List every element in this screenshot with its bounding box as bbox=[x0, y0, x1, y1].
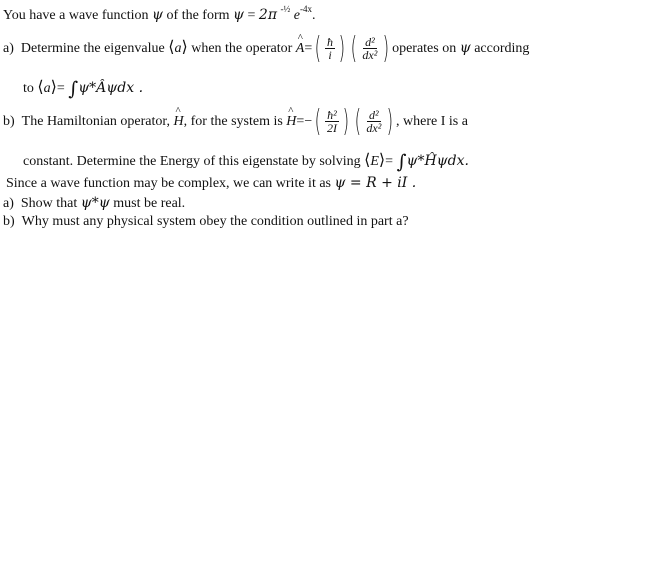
part-b-text3: , where I is a bbox=[396, 114, 468, 130]
operator-a: ^ A bbox=[296, 42, 305, 56]
psi-symbol: ψ bbox=[152, 7, 164, 23]
denominator: dx² bbox=[362, 48, 378, 62]
coefficient: 2π bbox=[258, 7, 278, 23]
paren: ) bbox=[338, 31, 346, 66]
part-b-text2: , for the system is bbox=[183, 114, 283, 130]
complex-text: Since a wave function may be complex, we can write it as bbox=[6, 176, 331, 191]
part-a-text: Determine the eigenvalue bbox=[20, 41, 165, 57]
numerator: ħ bbox=[326, 35, 333, 49]
angle-open: ⟨ bbox=[364, 150, 371, 169]
part-a-text2: when the operator bbox=[191, 41, 293, 57]
part-b-line2-text: constant. Determine the Energy of this eigenstate by solving bbox=[23, 154, 361, 169]
intro-line bbox=[3, 4, 316, 23]
paren: ( bbox=[354, 104, 361, 139]
denominator: i bbox=[328, 48, 332, 62]
numerator: d² bbox=[365, 35, 375, 49]
fraction-hbar-i bbox=[325, 36, 335, 62]
numerator: ħ² bbox=[327, 108, 337, 122]
sub-b-label: b) bbox=[3, 214, 15, 229]
operator-h: ^ H bbox=[174, 115, 184, 129]
intro-text-mid: of the form bbox=[166, 8, 230, 23]
paren: ( bbox=[350, 31, 357, 66]
part-a-label: a) bbox=[3, 41, 14, 57]
part-b-label: b) bbox=[3, 114, 15, 130]
paren: ) bbox=[382, 31, 390, 66]
angle-open: ⟨ bbox=[168, 37, 175, 57]
part-b-line1: b) The Hamiltonian operator, ^ H, for the system is ^ H=−( $\frac{\text{ħ²}}{2I}$ ) ( $\frac{\text{d²}}{\text{dx²}}$ ) , where I is a bbox=[3, 107, 468, 137]
complex-line bbox=[6, 176, 416, 191]
fraction-d2-dx2 bbox=[360, 36, 379, 62]
sub-a-line bbox=[3, 196, 185, 211]
part-a-line2: to ⟨a⟩= ∫ψ*Âψdx . bbox=[23, 77, 144, 100]
part-a-text3: operates on bbox=[392, 41, 457, 57]
complex-equation: ψ = R + iI . bbox=[334, 175, 417, 191]
eigenvalue-symbol: a bbox=[43, 81, 51, 96]
angle-close: ⟩ bbox=[181, 37, 188, 57]
denominator: dx² bbox=[366, 121, 382, 135]
part-a-line1: a) Determine the eigenvalue ⟨a⟩ when the operator ^ A=( $\frac{ħ}{i}$ ) ( $\frac{\text{d²}}{\text{dx²}}$ ) operates on ψ according bbox=[3, 34, 529, 64]
equals-sign: = bbox=[247, 8, 256, 23]
exponent-half: -½ bbox=[280, 4, 291, 14]
eigenvalue-symbol: a bbox=[174, 41, 182, 57]
angle-close: ⟩ bbox=[50, 77, 57, 96]
part-b-line2: constant. Determine the Energy of this eigenstate by solving ⟨E⟩= ∫ψ*Ĥψdx. bbox=[23, 150, 469, 173]
psi-symbol: ψ bbox=[233, 7, 244, 23]
operator-h: ^ H bbox=[286, 115, 296, 129]
paren: ( bbox=[314, 31, 322, 66]
paren: ) bbox=[386, 104, 394, 139]
period: . bbox=[311, 8, 316, 23]
fraction-d2-dx2 bbox=[364, 109, 383, 135]
integral-sign: ∫ bbox=[396, 151, 407, 173]
paren: ( bbox=[314, 104, 322, 139]
fraction-hbar2-2i bbox=[325, 109, 339, 135]
angle-open: ⟨ bbox=[37, 77, 44, 96]
energy-symbol: E bbox=[370, 154, 379, 169]
sub-a-label: a) bbox=[3, 196, 14, 211]
integrand-e: ψ*Ĥψdx. bbox=[406, 153, 469, 169]
sub-a-text2: must be real. bbox=[113, 196, 186, 211]
euler-e: e bbox=[293, 8, 300, 23]
part-a-text4: according bbox=[474, 41, 530, 57]
to-text: to bbox=[23, 81, 34, 96]
psi-star-psi: ψ*ψ bbox=[80, 195, 110, 211]
paren: ) bbox=[342, 104, 350, 139]
integrand-a: ψ*Âψdx . bbox=[78, 80, 144, 96]
part-b-text: The Hamiltonian operator, bbox=[21, 114, 171, 130]
sub-b-text: Why must any physical system obey the condition outlined in part a? bbox=[21, 214, 409, 229]
sub-b-line bbox=[3, 215, 409, 229]
sub-a-text: Show that bbox=[20, 196, 78, 211]
exponent-x: -4x bbox=[299, 4, 312, 14]
numerator: d² bbox=[369, 108, 379, 122]
angle-close: ⟩ bbox=[378, 150, 386, 169]
denominator: 2I bbox=[326, 121, 337, 135]
intro-text: You have a wave function bbox=[3, 8, 149, 23]
integral-sign: ∫ bbox=[68, 78, 79, 100]
psi-symbol: ψ bbox=[459, 40, 471, 57]
